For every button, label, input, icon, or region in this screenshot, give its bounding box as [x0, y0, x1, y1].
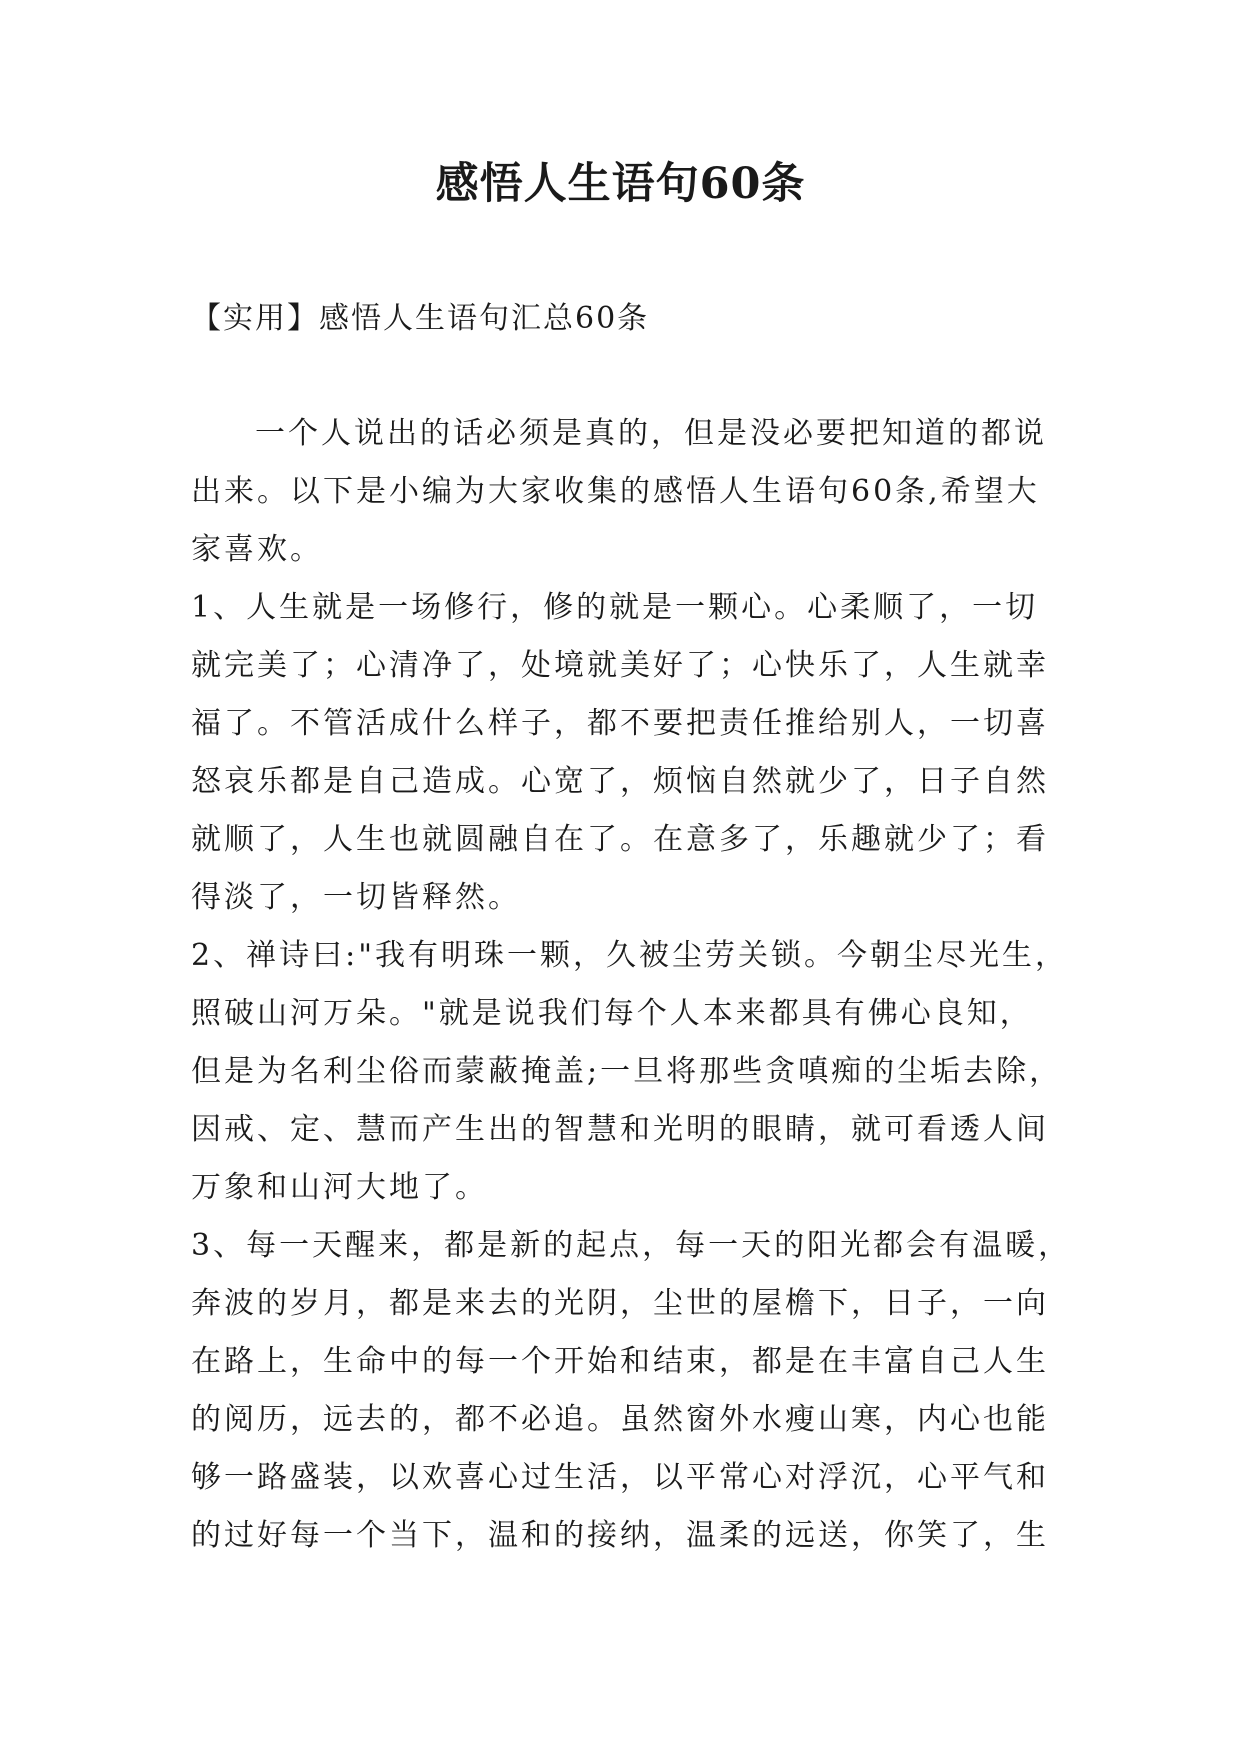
document-title: 感悟人生语句60条	[435, 159, 806, 209]
body-line: 万象和山河大地了。	[191, 1170, 488, 1205]
body-line: 就完美了；心清净了，处境就美好了；心快乐了，人生就幸	[191, 648, 1049, 683]
body-line: 的过好每一个当下，温和的接纳，温柔的远送，你笑了，生	[191, 1518, 1049, 1553]
body-line: 就顺了，人生也就圆融自在了。在意多了，乐趣就少了；看	[191, 822, 1049, 857]
body-line: 得淡了，一切皆释然。	[191, 880, 521, 915]
body-line: 在路上，生命中的每一个开始和结束，都是在丰富自己人生	[191, 1344, 1049, 1379]
body-line: 但是为名利尘俗而蒙蔽掩盖;一旦将那些贪嗔痴的尘垢去除，	[191, 1054, 1063, 1089]
body-line: 够一路盛装，以欢喜心过生活，以平常心对浮沉，心平气和	[191, 1460, 1049, 1495]
body-line: 出来。以下是小编为大家收集的感悟人生语句60条,希望大	[191, 474, 1040, 509]
body-line: 的阅历，远去的，都不必追。虽然窗外水瘦山寒，内心也能	[191, 1402, 1049, 1437]
body-line: 一个人说出的话必须是真的，但是没必要把知道的都说	[255, 416, 1047, 451]
body-line: 福了。不管活成什么样子，都不要把责任推给别人，一切喜	[191, 706, 1049, 741]
body-line: 2、禅诗曰:"我有明珠一颗，久被尘劳关锁。今朝尘尽光生，	[191, 938, 1068, 973]
body-line: 1、人生就是一场修行，修的就是一颗心。心柔顺了，一切	[191, 590, 1039, 625]
document-subtitle: 【实用】感悟人生语句汇总60条	[191, 301, 650, 336]
body-line: 家喜欢。	[191, 532, 323, 567]
document-body	[191, 405, 1071, 1565]
body-line: 照破山河万朵。"就是说我们每个人本来都具有佛心良知，	[191, 996, 1033, 1031]
body-line: 因戒、定、慧而产生出的智慧和光明的眼睛，就可看透人间	[191, 1112, 1049, 1147]
body-line: 奔波的岁月，都是来去的光阴，尘世的屋檐下，日子，一向	[191, 1286, 1049, 1321]
body-line: 怒哀乐都是自己造成。心宽了，烦恼自然就少了，日子自然	[191, 764, 1049, 799]
body-line: 3、每一天醒来，都是新的起点，每一天的阳光都会有温暖，	[191, 1228, 1072, 1263]
